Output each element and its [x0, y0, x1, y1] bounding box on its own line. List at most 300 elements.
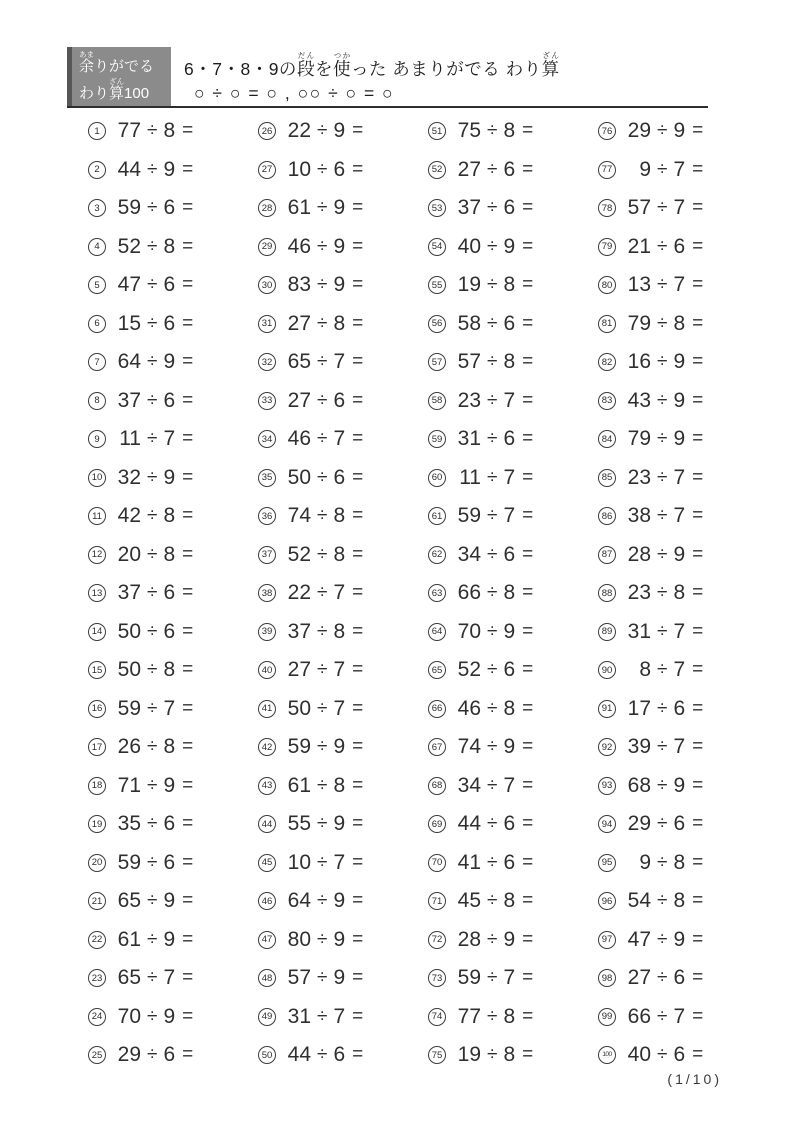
problem-number-badge: 34 [258, 430, 276, 448]
problem-row [88, 189, 258, 228]
division-sign: ÷ [657, 620, 668, 642]
divisor: 8 [333, 773, 346, 797]
division-sign: ÷ [317, 505, 328, 527]
problem-number-badge: 11 [88, 507, 106, 525]
divisor: 7 [163, 696, 176, 720]
dividend: 74 [457, 735, 481, 759]
problem-number-badge: 80 [598, 276, 616, 294]
division-sign: ÷ [317, 928, 328, 950]
dividend: 61 [117, 927, 141, 951]
dividend: 50 [287, 465, 311, 489]
problem-number-badge: 3 [88, 199, 106, 217]
division-sign: ÷ [147, 659, 158, 681]
dividend: 79 [627, 311, 651, 335]
dividend: 70 [117, 1004, 141, 1028]
problem-number-badge: 21 [88, 892, 106, 910]
divisor: 6 [163, 273, 176, 297]
dividend: 11 [459, 465, 481, 489]
equals-sign: = [692, 466, 704, 488]
dividend: 77 [117, 119, 141, 143]
dividend: 46 [287, 427, 311, 451]
dividend: 75 [457, 119, 481, 143]
divisor: 6 [163, 311, 176, 335]
equals-sign: = [692, 851, 704, 873]
problem-expression [284, 928, 363, 952]
equals-sign: = [352, 736, 364, 758]
division-sign: ÷ [487, 813, 498, 835]
divisor: 7 [333, 350, 346, 374]
problem-expression [624, 158, 703, 182]
divisor: 9 [673, 773, 686, 797]
problem-expression [284, 543, 363, 567]
problem-row [428, 382, 598, 421]
problem-number-badge: 50 [258, 1046, 276, 1064]
division-sign: ÷ [317, 697, 328, 719]
dividend: 37 [287, 619, 311, 643]
equals-sign: = [692, 1005, 704, 1027]
equals-sign: = [352, 774, 364, 796]
problem-row [598, 921, 768, 960]
equals-sign: = [522, 620, 534, 642]
division-sign: ÷ [487, 197, 498, 219]
dividend: 52 [117, 234, 141, 258]
equals-sign: = [182, 235, 194, 257]
problem-expression [284, 966, 363, 990]
equals-sign: = [522, 659, 534, 681]
dividend: 68 [627, 773, 651, 797]
equals-sign: = [352, 813, 364, 835]
equals-sign: = [522, 235, 534, 257]
divisor: 6 [333, 388, 346, 412]
problem-expression [624, 1043, 703, 1067]
division-sign: ÷ [487, 351, 498, 373]
problem-number-badge: 43 [258, 777, 276, 795]
division-sign: ÷ [487, 890, 498, 912]
problem-number-badge: 15 [88, 661, 106, 679]
problem-expression [284, 620, 363, 644]
problem-number-badge: 51 [428, 122, 446, 140]
problem-number-badge: 79 [598, 238, 616, 256]
problem-number-badge: 67 [428, 738, 446, 756]
equals-sign: = [692, 351, 704, 373]
problem-row [258, 651, 428, 690]
problem-row [88, 1036, 258, 1075]
problem-expression [454, 812, 533, 836]
problem-row [428, 882, 598, 921]
division-sign: ÷ [317, 813, 328, 835]
problem-number-badge: 23 [88, 969, 106, 987]
problem-row [258, 305, 428, 344]
dividend: 83 [287, 273, 311, 297]
problem-expression [284, 658, 363, 682]
problem-expression [624, 427, 703, 451]
problem-expression [454, 504, 533, 528]
equals-sign: = [692, 697, 704, 719]
dividend: 27 [287, 311, 311, 335]
problem-number-badge: 46 [258, 892, 276, 910]
dividend: 59 [457, 504, 481, 528]
division-sign: ÷ [147, 312, 158, 334]
divisor: 8 [503, 1043, 516, 1067]
problem-row [258, 420, 428, 459]
problem-row [88, 382, 258, 421]
problem-number-badge: 64 [428, 623, 446, 641]
division-sign: ÷ [487, 620, 498, 642]
division-sign: ÷ [657, 274, 668, 296]
dividend: 38 [627, 504, 651, 528]
equals-sign: = [522, 197, 534, 219]
dividend: 27 [627, 966, 651, 990]
dividend: 70 [457, 619, 481, 643]
equals-sign: = [352, 120, 364, 142]
equals-sign: = [692, 736, 704, 758]
problem-row [428, 1036, 598, 1075]
division-sign: ÷ [487, 736, 498, 758]
dividend: 52 [457, 658, 481, 682]
dividend: 59 [287, 735, 311, 759]
problem-number-badge: 76 [598, 122, 616, 140]
division-sign: ÷ [147, 697, 158, 719]
divisor: 8 [673, 889, 686, 913]
divisor: 8 [333, 542, 346, 566]
worksheet-subtitle: ○ ÷ ○ = ○ , ○○ ÷ ○ = ○ [194, 83, 395, 104]
problem-expression [624, 735, 703, 759]
problem-number-badge: 32 [258, 353, 276, 371]
problem-expression [284, 350, 363, 374]
dividend: 22 [287, 119, 311, 143]
problem-row [428, 112, 598, 151]
divisor: 9 [333, 119, 346, 143]
problem-expression [624, 812, 703, 836]
problem-row [428, 536, 598, 575]
equals-sign: = [182, 890, 194, 912]
dividend: 21 [627, 234, 651, 258]
dividend: 45 [457, 889, 481, 913]
equals-sign: = [692, 967, 704, 989]
equals-sign: = [352, 274, 364, 296]
division-sign: ÷ [657, 543, 668, 565]
problem-row [428, 497, 598, 536]
divisor: 6 [333, 157, 346, 181]
problem-expression [114, 119, 193, 143]
problem-number-badge: 26 [258, 122, 276, 140]
worksheet-header [67, 47, 708, 108]
problem-expression [624, 658, 703, 682]
division-sign: ÷ [487, 466, 498, 488]
division-sign: ÷ [147, 120, 158, 142]
problem-number-badge: 66 [428, 700, 446, 718]
divisor: 9 [673, 388, 686, 412]
division-sign: ÷ [657, 967, 668, 989]
division-sign: ÷ [487, 851, 498, 873]
divisor: 7 [503, 966, 516, 990]
division-sign: ÷ [657, 158, 668, 180]
division-sign: ÷ [487, 697, 498, 719]
problem-expression [624, 889, 703, 913]
dividend: 29 [117, 1043, 141, 1067]
division-sign: ÷ [657, 659, 668, 681]
dividend: 59 [117, 696, 141, 720]
division-sign: ÷ [657, 466, 668, 488]
problem-row [598, 151, 768, 190]
equals-sign: = [692, 582, 704, 604]
dividend: 11 [119, 427, 141, 451]
dividend: 77 [457, 1004, 481, 1028]
divisor: 6 [673, 1043, 686, 1067]
division-sign: ÷ [657, 235, 668, 257]
problem-expression [454, 273, 533, 297]
divisor: 8 [163, 234, 176, 258]
problem-number-badge: 84 [598, 430, 616, 448]
divisor: 9 [333, 273, 346, 297]
division-sign: ÷ [317, 967, 328, 989]
problem-expression [454, 928, 533, 952]
problem-row [428, 343, 598, 382]
problem-number-badge: 31 [258, 315, 276, 333]
problem-number-badge: 38 [258, 584, 276, 602]
equals-sign: = [352, 158, 364, 180]
division-sign: ÷ [147, 235, 158, 257]
problem-number-badge: 61 [428, 507, 446, 525]
problem-number-badge: 13 [88, 584, 106, 602]
divisor: 7 [333, 427, 346, 451]
division-sign: ÷ [657, 582, 668, 604]
division-sign: ÷ [657, 197, 668, 219]
problem-number-badge: 83 [598, 392, 616, 410]
problem-number-badge: 82 [598, 353, 616, 371]
problem-number-badge: 62 [428, 546, 446, 564]
problem-expression [284, 1005, 363, 1029]
dividend: 57 [287, 966, 311, 990]
problem-row [88, 728, 258, 767]
problem-number-badge: 98 [598, 969, 616, 987]
dividend: 55 [287, 812, 311, 836]
divisor: 7 [673, 273, 686, 297]
division-sign: ÷ [487, 428, 498, 450]
problem-number-badge: 86 [598, 507, 616, 525]
problem-expression [284, 504, 363, 528]
division-sign: ÷ [317, 1044, 328, 1066]
divisor: 9 [333, 889, 346, 913]
equals-sign: = [182, 543, 194, 565]
problem-number-badge: 68 [428, 777, 446, 795]
divisor: 9 [333, 234, 346, 258]
division-sign: ÷ [317, 158, 328, 180]
problem-expression [454, 774, 533, 798]
problem-number-badge: 100 [598, 1046, 616, 1064]
division-sign: ÷ [317, 120, 328, 142]
divisor: 8 [163, 542, 176, 566]
dividend: 71 [117, 773, 141, 797]
problem-row [428, 228, 598, 267]
problem-row [428, 651, 598, 690]
equals-sign: = [352, 543, 364, 565]
equals-sign: = [522, 351, 534, 373]
dividend: 29 [627, 812, 651, 836]
equals-sign: = [692, 620, 704, 642]
division-sign: ÷ [147, 582, 158, 604]
problem-row [258, 690, 428, 729]
equals-sign: = [522, 312, 534, 334]
problem-expression [624, 581, 703, 605]
problem-number-badge: 81 [598, 315, 616, 333]
problem-expression [114, 158, 193, 182]
division-sign: ÷ [487, 158, 498, 180]
divisor: 7 [163, 427, 176, 451]
equals-sign: = [352, 1044, 364, 1066]
problem-number-badge: 36 [258, 507, 276, 525]
problem-expression [114, 658, 193, 682]
problem-number-badge: 30 [258, 276, 276, 294]
problem-number-badge: 56 [428, 315, 446, 333]
problem-expression [624, 119, 703, 143]
equals-sign: = [182, 389, 194, 411]
division-sign: ÷ [657, 851, 668, 873]
problem-expression [114, 196, 193, 220]
problem-expression [114, 889, 193, 913]
dividend: 37 [117, 581, 141, 605]
problem-number-badge: 87 [598, 546, 616, 564]
equals-sign: = [182, 428, 194, 450]
problem-number-badge: 5 [88, 276, 106, 294]
divisor: 7 [503, 773, 516, 797]
divisor: 8 [503, 119, 516, 143]
dividend: 10 [287, 157, 311, 181]
problem-expression [284, 851, 363, 875]
divisor: 8 [163, 119, 176, 143]
problem-row [598, 536, 768, 575]
divisor: 7 [673, 1004, 686, 1028]
problem-number-badge: 97 [598, 931, 616, 949]
divisor: 6 [163, 812, 176, 836]
divisor: 9 [673, 119, 686, 143]
division-sign: ÷ [147, 736, 158, 758]
problem-row [258, 382, 428, 421]
divisor: 7 [673, 658, 686, 682]
divisor: 6 [503, 812, 516, 836]
divisor: 9 [163, 465, 176, 489]
equals-sign: = [182, 582, 194, 604]
divisor: 9 [163, 773, 176, 797]
problem-expression [284, 1043, 363, 1067]
divisor: 9 [333, 812, 346, 836]
equals-sign: = [182, 967, 194, 989]
dividend: 43 [627, 388, 651, 412]
divisor: 6 [163, 196, 176, 220]
problem-expression [454, 543, 533, 567]
problem-expression [284, 427, 363, 451]
problem-number-badge: 60 [428, 469, 446, 487]
division-sign: ÷ [487, 274, 498, 296]
problem-row [258, 1036, 428, 1075]
problem-number-badge: 70 [428, 854, 446, 872]
problem-expression [454, 196, 533, 220]
problem-row [258, 228, 428, 267]
problem-row [88, 536, 258, 575]
equals-sign: = [182, 697, 194, 719]
division-sign: ÷ [487, 505, 498, 527]
problem-row [88, 459, 258, 498]
dividend: 59 [117, 196, 141, 220]
divisor: 6 [503, 850, 516, 874]
problem-expression [624, 504, 703, 528]
division-sign: ÷ [147, 428, 158, 450]
divisor: 9 [333, 927, 346, 951]
problem-number-badge: 65 [428, 661, 446, 679]
equals-sign: = [692, 1044, 704, 1066]
problem-row [428, 459, 598, 498]
problem-row [598, 266, 768, 305]
dividend: 32 [117, 465, 141, 489]
equals-sign: = [352, 659, 364, 681]
problem-row [428, 574, 598, 613]
problem-row [598, 305, 768, 344]
divisor: 7 [503, 504, 516, 528]
dividend: 9 [639, 157, 651, 181]
dividend: 46 [287, 234, 311, 258]
divisor: 8 [503, 581, 516, 605]
problem-row [428, 728, 598, 767]
problem-expression [454, 119, 533, 143]
problem-expression [624, 273, 703, 297]
division-sign: ÷ [147, 351, 158, 373]
problem-expression [114, 504, 193, 528]
problem-row [258, 613, 428, 652]
dividend: 31 [287, 1004, 311, 1028]
problem-number-badge: 9 [88, 430, 106, 448]
equals-sign: = [692, 274, 704, 296]
problem-expression [114, 350, 193, 374]
problem-row [88, 690, 258, 729]
equals-sign: = [522, 813, 534, 835]
divisor: 8 [333, 504, 346, 528]
problem-expression [624, 312, 703, 336]
division-sign: ÷ [147, 813, 158, 835]
divisor: 9 [503, 619, 516, 643]
problem-row [258, 189, 428, 228]
problem-number-badge: 42 [258, 738, 276, 756]
problem-number-badge: 6 [88, 315, 106, 333]
dividend: 28 [457, 927, 481, 951]
problem-number-badge: 25 [88, 1046, 106, 1064]
problem-expression [454, 889, 533, 913]
problem-number-badge: 95 [598, 854, 616, 872]
problem-row [598, 112, 768, 151]
problem-row [598, 1036, 768, 1075]
problem-expression [284, 312, 363, 336]
divisor: 8 [673, 850, 686, 874]
division-sign: ÷ [317, 890, 328, 912]
equals-sign: = [522, 582, 534, 604]
problem-row [598, 651, 768, 690]
problem-row [258, 767, 428, 806]
dividend: 40 [457, 234, 481, 258]
dividend: 64 [117, 350, 141, 374]
problem-row [598, 574, 768, 613]
problem-expression [454, 735, 533, 759]
division-sign: ÷ [317, 543, 328, 565]
division-sign: ÷ [147, 890, 158, 912]
divisor: 6 [503, 427, 516, 451]
problem-number-badge: 78 [598, 199, 616, 217]
problem-row [428, 189, 598, 228]
equals-sign: = [522, 736, 534, 758]
divisor: 7 [673, 157, 686, 181]
problem-expression [114, 966, 193, 990]
problem-row [258, 844, 428, 883]
equals-sign: = [522, 120, 534, 142]
dividend: 58 [457, 311, 481, 335]
